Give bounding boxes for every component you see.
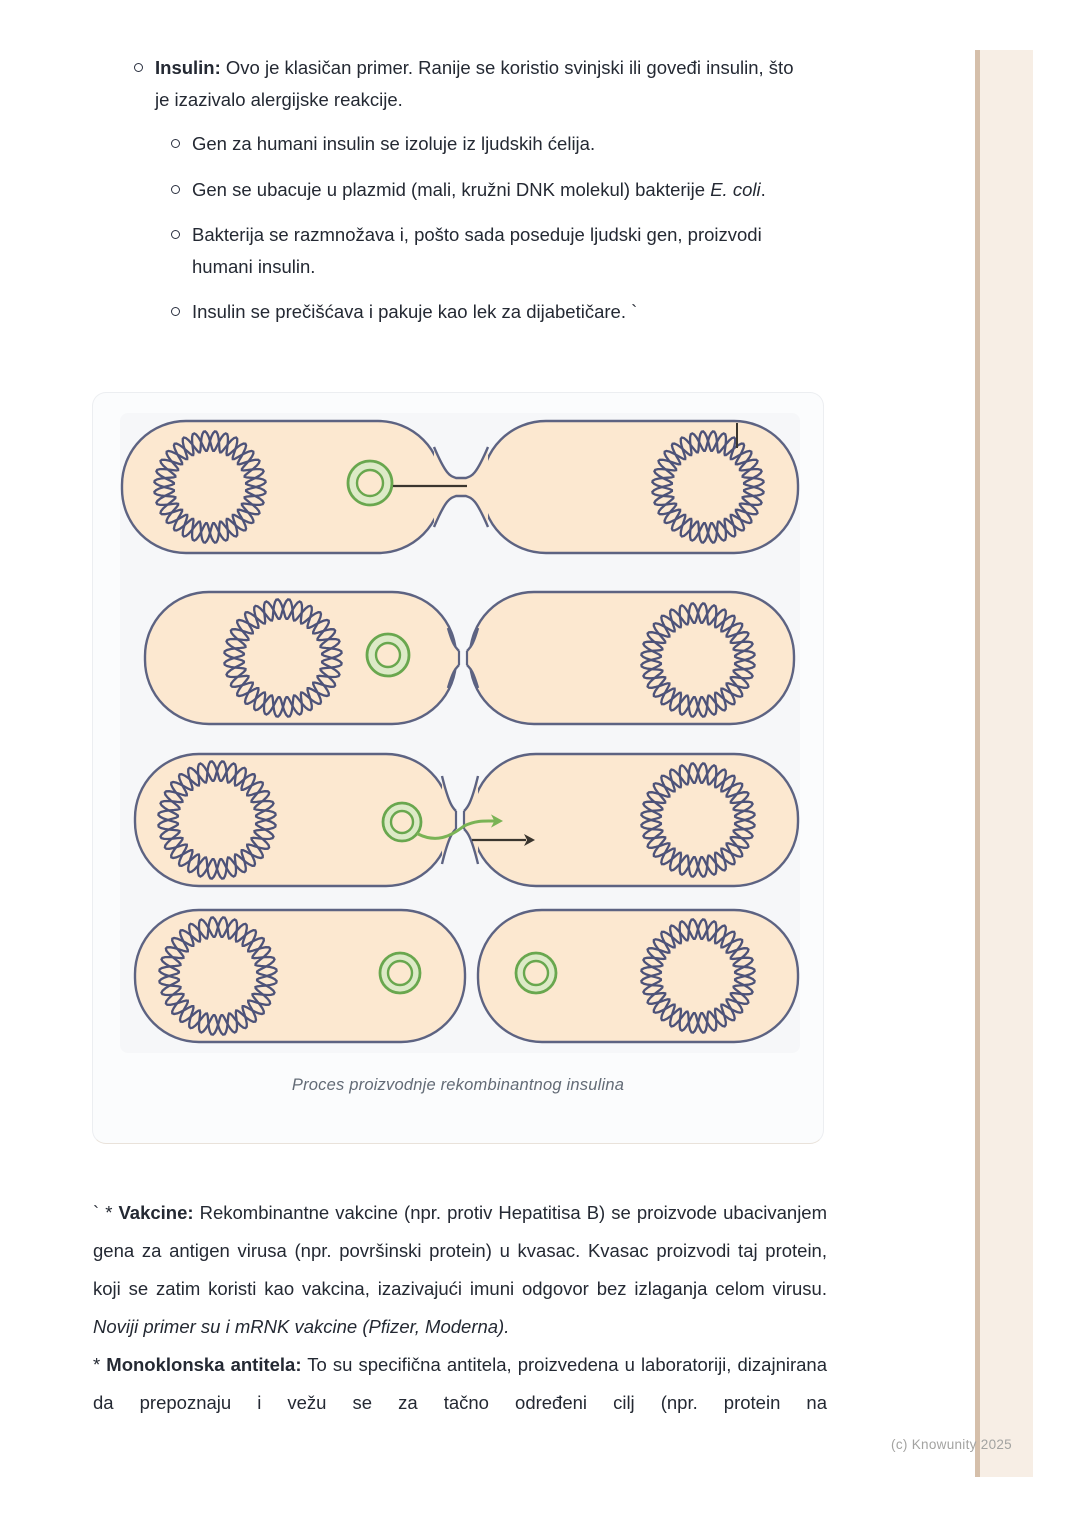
decorative-side-stripe [975, 50, 1033, 1477]
paragraph-vakcine: ` * Vakcine: Rekombinantne vakcine (npr. protiv Hepatitisa B) se proizvode ubacivanjem gena za antigen virusa (npr. površinski protein) u kvasac. Kvasac proizvodi taj protein, koji se zatim koristi kao vakcina, izazivajući imuni odgovor bez izlaganja celom virusu. Noviji primer su i mRNK vakcine (Pfizer, Moderna). [93, 1202, 828, 1337]
list-item-text: Insulin se prečišćava i pakuje kao lek za dijabetičare. ` [192, 301, 638, 322]
paragraph-monoklonska-antitela: * Monoklonska antitela: To su specifična antitela, proizvedena u laboratoriji, dizajnirana da prepoznaju i vežu se za tačno određeni cilj (npr. protein na [93, 1354, 827, 1413]
list-item-text: Bakterija se razmnožava i, pošto sada poseduje ljudski gen, proizvodi humani insulin. [192, 224, 762, 277]
figure-card [92, 392, 824, 1144]
bacteria-row [135, 754, 798, 886]
figure-caption: Proces proizvodnje rekombinantnog insulina [291, 1076, 625, 1094]
body-paragraphs [93, 1194, 827, 1422]
bacteria-row [145, 592, 794, 724]
list-item [93, 219, 827, 282]
bullet-list [93, 52, 827, 342]
list-item-text: Gen se ubacuje u plazmid (mali, kružni DNK molekul) bakterije E. coli. [192, 178, 766, 200]
list-item [93, 128, 827, 160]
bacteria-row [135, 910, 798, 1042]
footer-watermark: (c) Knowunity 2025 [891, 1437, 1012, 1452]
bacteria-row [122, 421, 798, 553]
list-item-text: Gen za humani insulin se izoluje iz ljudskih ćelija. [192, 133, 596, 154]
figure-image-bacteria-diagram [120, 413, 800, 1053]
list-item [93, 296, 827, 328]
list-item-insulin [93, 52, 827, 328]
bullet-list-level1 [93, 52, 827, 328]
bullet-list-level2 [93, 128, 827, 328]
list-item-text: Insulin: Ovo je klasičan primer. Ranije se koristio svinjski ili goveđi insulin, što je izazivalo alergijske reakcije. [155, 57, 794, 110]
list-item [93, 174, 827, 206]
bacteria-conjugation-diagram [120, 413, 800, 1053]
